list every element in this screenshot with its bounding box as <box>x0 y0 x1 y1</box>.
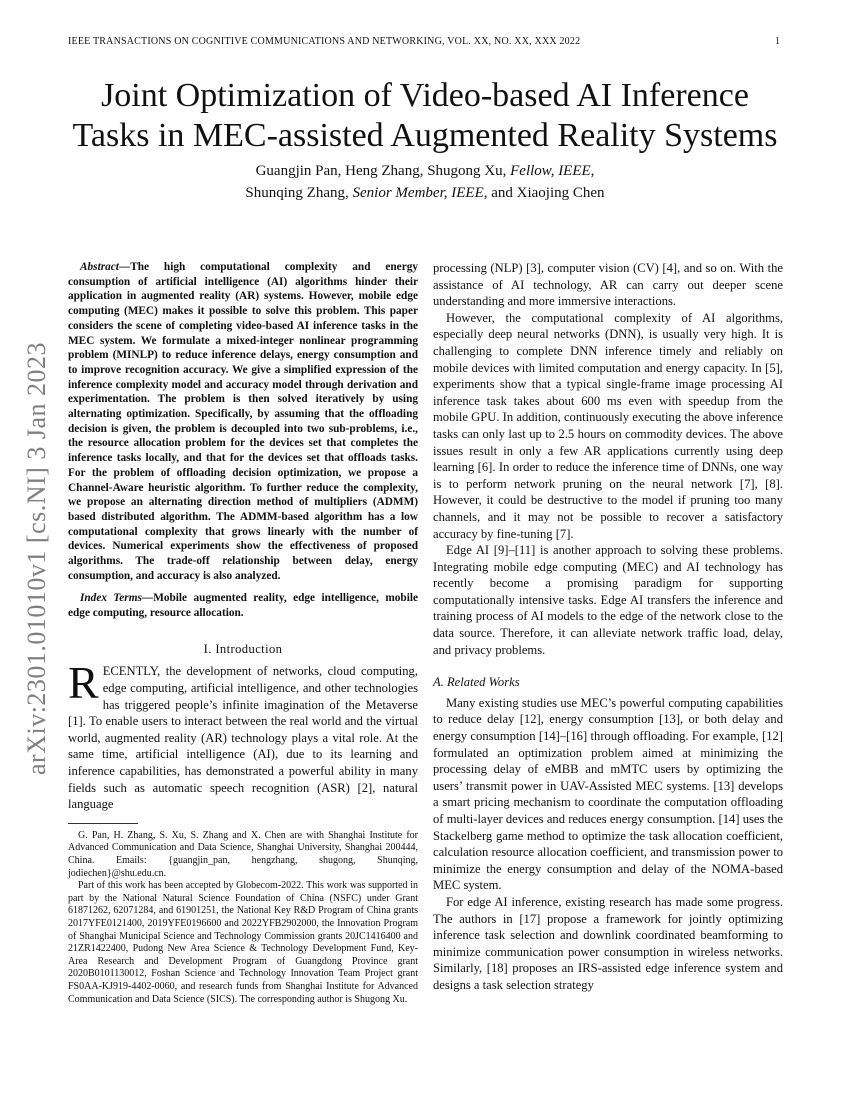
author-grade-fellow: Fellow, IEEE <box>510 163 591 179</box>
index-terms-label: Index Terms <box>80 592 142 605</box>
title-line-1: Joint Optimization of Video-based AI Inference <box>101 77 749 114</box>
authors-names-1: Guangjin Pan, Heng Zhang, Shugong Xu, <box>255 163 511 179</box>
subsection-heading-related-works: A. Related Works <box>433 675 520 690</box>
arxiv-stamp: arXiv:2301.01010v1 [cs.NI] 3 Jan 2023 <box>22 342 51 775</box>
title-line-2: Tasks in MEC-assisted Augmented Reality Systems <box>72 117 778 154</box>
author-list <box>60 160 790 204</box>
footnote-affiliation: G. Pan, H. Zhang, S. Xu, S. Zhang and X. Chen are with Shanghai Institute for Advanced Communication and Data Science, Shanghai University, Shanghai 200444, China. Emails: {guangjin_pan, hengzhang, shugong, Shunqing, jodiechen}@shu.edu.cn. <box>68 829 418 879</box>
authors-line-2 <box>60 182 790 204</box>
related-paragraph-1: Many existing studies use MEC’s powerful computing capabilities to reduce delay [12], energy consumption [13], or both delay and energy consumption [14]–[16] through offloading. For example, [12] formulated an optimization problem aimed at minimizing the processing delay of eMBB and mMTC users by optimizing the users’ transmit power in UAV-Assisted MEC systems. [13] develops a smart pricing mechanism to coordinate the computation offloading of multi-layer devices and reduces energy consumption. [14] uses the Stackelberg game method to optimize the task allocation coefficient, calculation resource allocation coefficient, and transmission power to minimize the energy consumption and delay of the NOMA-based MEC system. <box>433 695 783 893</box>
abstract-text: —The high computational complexity and energy consumption of artificial intelligence (AI) algorithms hinder their application in augmented reality (AR) systems. However, mobile edge computing (MEC) makes it possible to solve this problem. This paper considers the scene of completing video-based AI inference tasks in the MEC system. We formulate a mixed-integer nonlinear programming problem (MINLP) to reduce inference delays, energy consumption and to improve recognition accuracy. We give a simplified expression of the inference complexity model and accuracy model through derivation and experimentation. The problem is then solved iteratively by using alternating optimization. Specifically, by assuming that the offloading decision is given, the problem is decoupled into two sub-problems, i.e., the resource allocation problem for the devices set that completes the inference tasks locally, and that for the devices set that offloads tasks. For the problem of offloading decision optimization, we propose a Channel-Aware heuristic algorithm. To further reduce the complexity, we propose an alternating direction method of multipliers (ADMM) based distributed algorithm. The ADMM-based algorithm has a low computational complexity that grows linearly with the number of devices. Numerical experiments show the effectiveness of proposed algorithms. The trade-off relationship between delay, energy consumption, and accuracy is also analyzed. <box>68 261 418 582</box>
intro-paragraph-1-continued: processing (NLP) [3], computer vision (CV) [4], and so on. With the assistance of AI technology, AR can carry out deeper scene understanding and more immersive interactions. <box>433 261 783 309</box>
footnote-funding: Part of this work has been accepted by Globecom-2022. This work was supported in part by the National Natural Science Foundation of China (NSFC) under Grant 61871262, 62071284, and 61901251, the National Key R&D Program of China grants 2017YFE0121400, 2019YFE0196600 and 2022YFB2902000, the Innovation Program of Shanghai Municipal Science and Technology Commission grants 20JC1416400 and 21ZR1422400, Pudong New Area Science & Technology Development Fund, Key-Area Research and Development Program of Guangdong Province grant 2020B0101130012, Foshan Science and Technology Innovation Team Project grant FS0AA-KJ919-4402-0060, and research funds from Shanghai Institute for Advanced Communication and Data Science (SICS). The corresponding author is Shugong Xu. <box>68 880 418 1005</box>
authors-names-3: , and Xiaojing Chen <box>483 185 605 201</box>
abstract <box>68 260 418 583</box>
intro-paragraph-2: However, the computational complexity of AI algorithms, especially deep neural networks (DNN), is usually very high. It is challenging to complete DNN inference timely and reliably on mobile devices with limited computation and energy capacity. In [5], experiments show that a typical single-frame image processing AI inference task takes about 600 ms even with speedup from the mobile GPU. In addition, continuously executing the above inference tasks can only last up to 2.5 hours on commodity devices. The above issues result in only a few AR applications currently using deep learning [6]. In order to reduce the inference time of DNNs, one way is to perform network pruning on the neural network [7], [8]. However, it could be destructive to the model if pruning too many channels, and it may not be possible to recover a satisfactory accuracy by fine-tuning [7]. <box>433 310 783 541</box>
drop-cap: R <box>68 657 99 709</box>
authors-sep-1: , <box>590 163 595 179</box>
authors-line-1 <box>60 160 790 182</box>
abstract-label: Abstract <box>80 261 119 273</box>
section-heading-introduction: I. Introduction <box>203 641 283 656</box>
right-column <box>433 260 783 994</box>
footnote-rule <box>68 823 138 824</box>
related-paragraph-2: For edge AI inference, existing research has made some progress. The authors in [17] propose a framework for jointly optimizing inference task selection and downlink coordinated beamforming to minimize communication power consumption in wireless networks. Similarly, [18] proposes an IRS-assisted edge inference system and designs a task selection strategy <box>433 894 783 992</box>
intro-paragraph-3: Edge AI [9]–[11] is another approach to solving these problems. Integrating mobile edge computing (MEC) and AI technology has recently become a promising paradigm for supporting computationally intensive tasks. Edge AI transfers the inference and training process of AI models to the edge of the network close to the data source. Therefore, it can alleviate network traffic load, delay, and privacy problems. <box>433 543 783 657</box>
running-header: IEEE TRANSACTIONS ON COGNITIVE COMMUNICATIONS AND NETWORKING, VOL. XX, NO. XX, XXX 2022 <box>68 36 581 47</box>
authors-names-2: Shunqing Zhang, <box>245 185 353 201</box>
left-column <box>68 260 418 1006</box>
author-grade-senior: Senior Member, IEEE <box>352 185 484 201</box>
page-number: 1 <box>775 36 780 47</box>
paper-title <box>60 76 790 156</box>
intro-paragraph-1-text: ECENTLY, the development of networks, cloud computing, edge computing, artificial intelligence, and other technologies has triggered people’s infinite imagination of the Metaverse [1]. To enable users to interact between the real world and the virtual world, augmented reality (AR) technology plays a vital role. At the same time, artificial intelligence (AI), due to its learning and inference capabilities, has demonstrated a powerful ability in many fields such as automatic speech recognition (ASR) [2], natural language <box>68 664 418 812</box>
index-terms <box>68 591 418 620</box>
index-terms-text: —Mobile augmented reality, edge intelligence, mobile edge computing, resource allocation. <box>68 592 418 620</box>
intro-paragraph-1 <box>68 657 418 812</box>
